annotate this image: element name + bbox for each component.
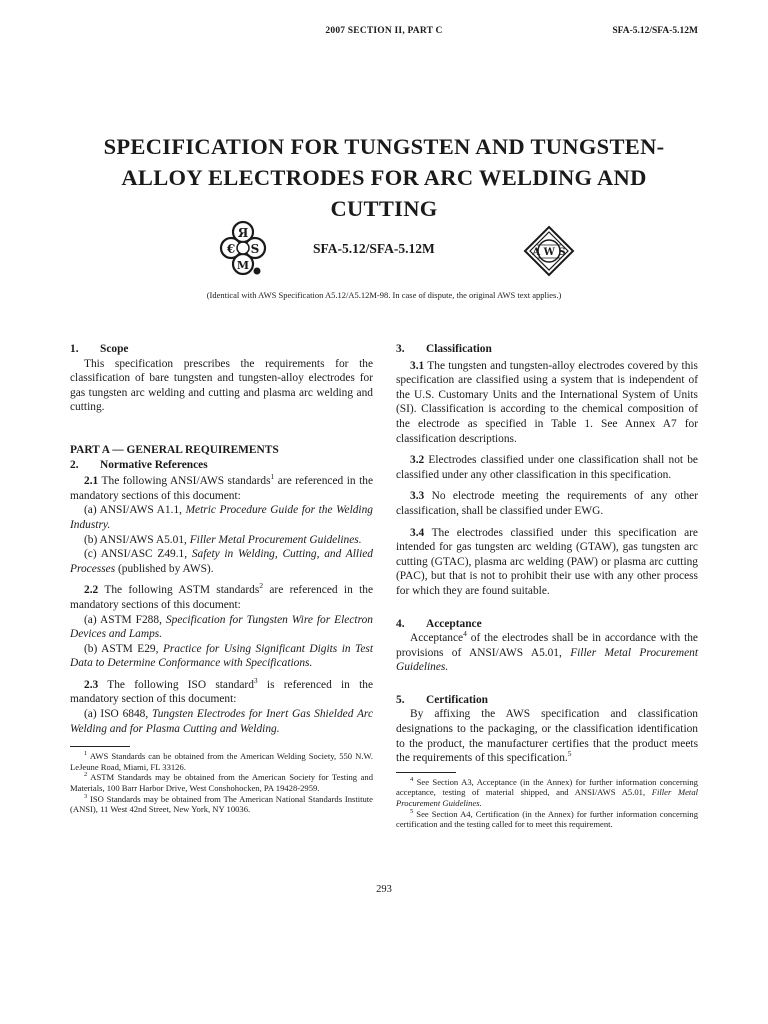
left-column xyxy=(70,342,373,815)
right-column xyxy=(396,342,698,830)
page-number: 293 xyxy=(376,884,392,895)
paragraph: 2.1 The following ANSI/AWS standards$^1$ are referenced in the mandatory sections of this document: xyxy=(70,472,373,502)
svg-text:S: S xyxy=(250,242,260,256)
svg-text:M: M xyxy=(236,259,250,272)
svg-text:Я: Я xyxy=(237,226,249,240)
section-heading: 3. Classification xyxy=(396,343,492,355)
svg-text:€: € xyxy=(226,242,236,256)
reference-item: (b) ANSI/AWS A5.01, Filler Metal Procurement Guidelines. xyxy=(84,533,362,546)
aws-diamond-logo xyxy=(523,225,575,277)
reference-item: (a) ASTM F288, Specification for Tungsten Wire for Electron Devices and Lamps. xyxy=(70,613,373,641)
footnote: $^1$ AWS Standards can be obtained from the American Welding Society, 550 N.W. LeJeune Road, Miami, FL 33126. xyxy=(70,750,373,772)
section-heading: 5. Certification xyxy=(396,693,488,706)
paragraph: 2.2 The following ASTM standards$^2$ are referenced in the mandatory sections of this document: xyxy=(70,581,373,611)
footnote: $^4$ See Section A3, Acceptance (in the Annex) for further information concerning acceptance, testing of material shipped, and ANSI/AWS A5.01, Filler Metal Procurement Guidelines. xyxy=(396,775,699,809)
reference-item: (a) ISO 6848, Tungsten Electrodes for Inert Gas Shielded Arc Welding and for Plasma Cutting and Welding. xyxy=(70,708,373,735)
footnote-rule xyxy=(396,772,456,773)
asme-cloverleaf-logo xyxy=(197,220,289,278)
paragraph: 3.1 The tungsten and tungsten-alloy electrodes covered by this specification are classified using a system that is independent of the U.S. Customary Units and the International System of Units (SI). Classification is according to the chemical composition of the electrode as specified in Table 1. See Annex A7 for classification descriptions. xyxy=(396,359,698,445)
running-header: 2007 SECTION II, PART C xyxy=(325,26,443,36)
reference-item: (a) ANSI/AWS A1.1, Metric Procedure Guide for the Welding Industry. xyxy=(70,504,373,531)
footnote-rule xyxy=(70,746,130,747)
paragraph: Acceptance$^4$ of the electrodes shall be in accordance with the provisions of ANSI/AWS A5.01, Filler Metal Procurement Guidelines. xyxy=(396,629,698,674)
specification-designation: SFA-5.12/SFA-5.12M xyxy=(313,241,435,256)
part-heading: PART A — GENERAL REQUIREMENTS xyxy=(70,443,279,456)
title-line: CUTTING xyxy=(330,196,438,221)
reference-item: (c) ANSI/ASC Z49.1, Safety in Welding, Cutting, and Allied Processes (published by AWS). xyxy=(70,548,373,575)
section-heading: 1. Scope xyxy=(70,343,129,355)
document-title xyxy=(74,131,694,224)
svg-text:A W S: A W S xyxy=(532,247,566,258)
title-line: ALLOY ELECTRODES FOR ARC WELDING AND xyxy=(121,165,647,190)
section-heading: 4. Acceptance xyxy=(396,617,482,630)
paragraph: This specification prescribes the requirements for the classification of bare tungsten and tungsten-alloy electrodes for gas tungsten arc welding and cutting and plasma arc welding and cutting. xyxy=(70,357,373,414)
footnote: $^2$ ASTM Standards may be obtained from the American Society for Testing and Materials, 100 Barr Harbor Drive, West Conshohocken, PA 19428-2959. xyxy=(70,771,373,794)
paragraph: By affixing the AWS specification and classification designations to the packaging, or the classification identification to the product, the manufacturer certifies that the product meets the requirements of this specification.$^5$ xyxy=(396,708,698,765)
reference-item: (b) ASTM E29, Practice for Using Significant Digits in Test Data to Determine Conformance with Specifications. xyxy=(70,642,373,670)
paragraph: 2.3 The following ISO standard$^3$ is referenced in the mandatory section of this document: xyxy=(70,676,373,706)
paragraph: 3.3 No electrode meeting the requirements of any other classification, shall be classified under EWG. xyxy=(396,490,698,517)
running-header-designation: SFA-5.12/SFA-5.12M xyxy=(612,26,698,36)
title-line: SPECIFICATION FOR TUNGSTEN AND TUNGSTEN- xyxy=(103,134,665,159)
section-heading: 2. Normative References xyxy=(70,458,208,471)
paragraph: 3.2 Electrodes classified under one classification shall not be classified under any other classification in this specification. xyxy=(396,454,698,481)
identical-with-note: (Identical with AWS Specification A5.12/A5.12M-98. In case of dispute, the original AWS text applies.) xyxy=(206,290,562,300)
footnote: $^3$ ISO Standards may be obtained from The American National Standards Institute (ANSI), 11 West 42nd Street, New York, NY 10036. xyxy=(70,792,373,815)
paragraph: 3.4 The electrodes classified under this specification are intended for gas tungsten arc welding (GTAW), gas tungsten arc cutting (GTAC), plasma arc welding (PAW) or plasma arc cutting (PAC), but that is not to prohibit their use with any other process for which they are found suitable. xyxy=(396,526,698,597)
footnote: $^5$ See Section A4, Certification (in the Annex) for further information concerning certification and the testing called for to meet this requirement. xyxy=(396,807,698,830)
